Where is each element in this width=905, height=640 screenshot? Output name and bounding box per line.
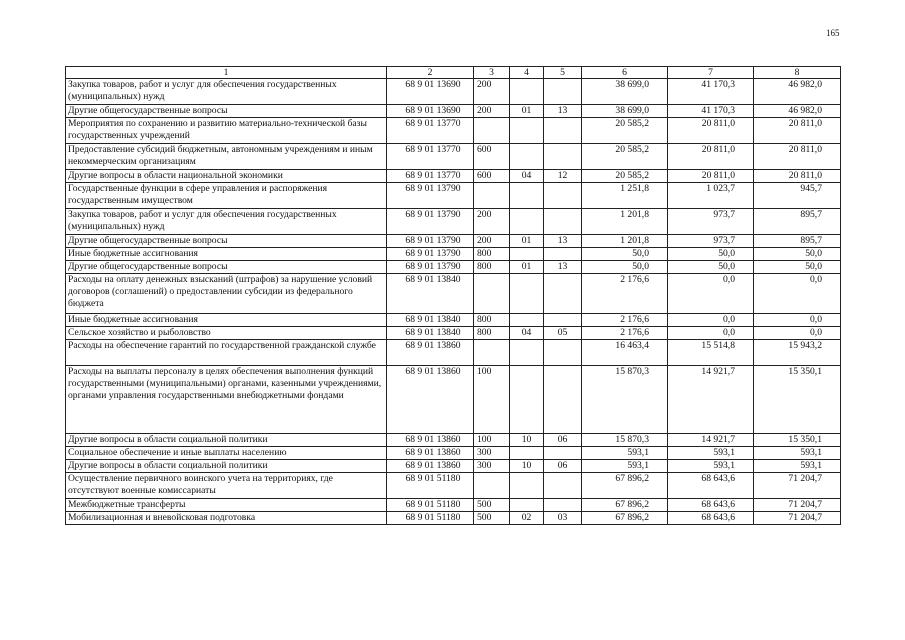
row-section: 10 [510,460,544,473]
row-section: 02 [510,512,544,525]
row-amount-year2: 15 514,8 [668,340,754,366]
row-name: Закупка товаров, работ и услуг для обеспечения государственных (муниципальных) нужд [66,209,387,235]
row-code: 68 9 01 13840 [387,274,474,314]
row-amount-year1: 67 896,2 [582,473,668,499]
row-name: Мобилизационная и вневойсковая подготовка [66,512,387,525]
row-subsection: 13 [544,235,582,248]
row-code: 68 9 01 13860 [387,434,474,447]
row-name: Межбюджетные трансферты [66,499,387,512]
row-name: Другие вопросы в области национальной экономики [66,170,387,183]
row-expense-type [474,473,510,499]
row-subsection [544,118,582,144]
row-subsection: 06 [544,460,582,473]
row-section [510,447,544,460]
table-row [66,118,841,144]
header-cell: 5 [544,67,582,79]
table-row [66,314,841,327]
row-name: Расходы на оплату денежных взысканий (штрафов) за нарушение условий договоров (соглашений) о предоставлении субсидии из федерального бюджета [66,274,387,314]
header-cell: 6 [582,67,668,79]
row-subsection [544,183,582,209]
row-code: 68 9 01 13840 [387,327,474,340]
row-section [510,248,544,261]
header-cell: 3 [474,67,510,79]
row-expense-type: 200 [474,235,510,248]
row-amount-year3: 0,0 [754,327,841,340]
row-expense-type: 600 [474,170,510,183]
row-code: 68 9 01 13790 [387,235,474,248]
row-amount-year3: 20 811,0 [754,118,841,144]
row-expense-type: 600 [474,144,510,170]
row-subsection [544,499,582,512]
table-row [66,366,841,434]
row-amount-year3: 0,0 [754,274,841,314]
row-amount-year2: 593,1 [668,447,754,460]
row-amount-year3: 945,7 [754,183,841,209]
row-amount-year2: 14 921,7 [668,366,754,434]
row-section: 04 [510,170,544,183]
row-expense-type: 300 [474,460,510,473]
row-code: 68 9 01 13790 [387,209,474,235]
row-section [510,499,544,512]
row-code: 68 9 01 13860 [387,460,474,473]
row-expense-type [474,340,510,366]
row-amount-year3: 20 811,0 [754,170,841,183]
row-amount-year2: 50,0 [668,261,754,274]
row-subsection [544,447,582,460]
row-code: 68 9 01 51180 [387,473,474,499]
row-code: 68 9 01 13840 [387,314,474,327]
row-name: Другие общегосударственные вопросы [66,261,387,274]
row-code: 68 9 01 13790 [387,248,474,261]
row-amount-year2: 593,1 [668,460,754,473]
row-amount-year1: 38 699,0 [582,79,668,105]
header-cell: 2 [387,67,474,79]
row-amount-year2: 0,0 [668,327,754,340]
row-subsection [544,473,582,499]
table-row [66,105,841,118]
row-amount-year2: 20 811,0 [668,118,754,144]
row-amount-year3: 50,0 [754,261,841,274]
row-amount-year1: 2 176,6 [582,327,668,340]
row-code: 68 9 01 13860 [387,447,474,460]
row-amount-year2: 1 023,7 [668,183,754,209]
row-amount-year2: 68 643,6 [668,499,754,512]
row-name: Расходы на обеспечение гарантий по государственной гражданской службе [66,340,387,366]
row-amount-year1: 20 585,2 [582,118,668,144]
row-amount-year2: 68 643,6 [668,512,754,525]
row-section [510,366,544,434]
table-row [66,209,841,235]
table-row [66,183,841,209]
row-name: Другие вопросы в области социальной политики [66,460,387,473]
row-amount-year1: 20 585,2 [582,170,668,183]
row-amount-year3: 46 982,0 [754,79,841,105]
row-subsection [544,366,582,434]
row-code: 68 9 01 13790 [387,183,474,209]
row-name: Иные бюджетные ассигнования [66,248,387,261]
table-row [66,434,841,447]
row-expense-type: 800 [474,314,510,327]
table-row [66,447,841,460]
row-name: Государственные функции в сфере управления и распоряжения государственным имуществом [66,183,387,209]
header-cell: 1 [66,67,387,79]
row-expense-type: 500 [474,512,510,525]
row-amount-year1: 38 699,0 [582,105,668,118]
row-name: Другие общегосударственные вопросы [66,235,387,248]
page-number: 165 [826,28,840,38]
row-section [510,144,544,170]
row-code: 68 9 01 13860 [387,366,474,434]
row-code: 68 9 01 13770 [387,118,474,144]
table-row [66,248,841,261]
row-expense-type: 100 [474,366,510,434]
budget-table [65,66,841,525]
header-cell: 8 [754,67,841,79]
row-amount-year2: 14 921,7 [668,434,754,447]
row-name: Предоставление субсидий бюджетным, автономным учреждениям и иным некоммерческим организациям [66,144,387,170]
row-code: 68 9 01 13690 [387,105,474,118]
row-expense-type [474,118,510,144]
row-subsection: 06 [544,434,582,447]
row-subsection [544,314,582,327]
row-amount-year2: 41 170,3 [668,105,754,118]
row-section: 01 [510,105,544,118]
row-code: 68 9 01 51180 [387,499,474,512]
row-code: 68 9 01 13690 [387,79,474,105]
row-amount-year2: 20 811,0 [668,144,754,170]
table-row [66,499,841,512]
row-amount-year1: 16 463,4 [582,340,668,366]
row-amount-year3: 15 350,1 [754,434,841,447]
row-subsection: 12 [544,170,582,183]
row-amount-year1: 20 585,2 [582,144,668,170]
table-row [66,170,841,183]
row-expense-type: 500 [474,499,510,512]
table-body [66,67,841,525]
row-name: Другие общегосударственные вопросы [66,105,387,118]
row-amount-year3: 71 204,7 [754,499,841,512]
row-section [510,118,544,144]
row-subsection: 13 [544,261,582,274]
row-subsection [544,340,582,366]
row-amount-year3: 20 811,0 [754,144,841,170]
row-section [510,183,544,209]
table-row [66,261,841,274]
row-subsection [544,274,582,314]
row-expense-type: 800 [474,261,510,274]
row-expense-type: 100 [474,434,510,447]
row-code: 68 9 01 13770 [387,144,474,170]
row-amount-year2: 0,0 [668,274,754,314]
row-section [510,314,544,327]
row-name: Другие вопросы в области социальной политики [66,434,387,447]
row-code: 68 9 01 13790 [387,261,474,274]
row-amount-year1: 1 251,8 [582,183,668,209]
table-row [66,460,841,473]
row-amount-year1: 1 201,8 [582,235,668,248]
row-subsection [544,248,582,261]
table-row [66,274,841,314]
row-section [510,274,544,314]
table-row [66,144,841,170]
row-name: Социальное обеспечение и иные выплаты населению [66,447,387,460]
row-expense-type: 800 [474,327,510,340]
row-amount-year1: 50,0 [582,261,668,274]
table-row [66,327,841,340]
table-row [66,340,841,366]
row-amount-year1: 593,1 [582,447,668,460]
row-amount-year3: 71 204,7 [754,512,841,525]
row-amount-year1: 2 176,6 [582,274,668,314]
row-subsection [544,79,582,105]
row-amount-year3: 46 982,0 [754,105,841,118]
row-amount-year2: 50,0 [668,248,754,261]
row-name: Мероприятия по сохранению и развитию материально-технической базы государственных учреждений [66,118,387,144]
header-cell: 7 [668,67,754,79]
row-amount-year3: 15 350,1 [754,366,841,434]
table-row [66,512,841,525]
row-amount-year2: 41 170,3 [668,79,754,105]
row-amount-year2: 20 811,0 [668,170,754,183]
row-amount-year2: 973,7 [668,209,754,235]
row-expense-type [474,183,510,209]
row-section [510,340,544,366]
row-expense-type: 200 [474,105,510,118]
row-amount-year3: 0,0 [754,314,841,327]
row-expense-type [474,274,510,314]
row-subsection [544,209,582,235]
row-amount-year3: 895,7 [754,209,841,235]
row-subsection [544,144,582,170]
row-amount-year3: 71 204,7 [754,473,841,499]
row-subsection: 05 [544,327,582,340]
row-amount-year1: 1 201,8 [582,209,668,235]
row-section: 01 [510,235,544,248]
row-expense-type: 300 [474,447,510,460]
row-amount-year3: 593,1 [754,460,841,473]
row-amount-year2: 973,7 [668,235,754,248]
row-section: 04 [510,327,544,340]
row-amount-year3: 593,1 [754,447,841,460]
row-name: Закупка товаров, работ и услуг для обеспечения государственных (муниципальных) нужд [66,79,387,105]
header-cell: 4 [510,67,544,79]
row-amount-year1: 67 896,2 [582,499,668,512]
row-subsection: 13 [544,105,582,118]
row-amount-year1: 67 896,2 [582,512,668,525]
row-amount-year1: 15 870,3 [582,366,668,434]
row-amount-year1: 2 176,6 [582,314,668,327]
row-subsection: 03 [544,512,582,525]
row-name: Осуществление первичного воинского учета на территориях, где отсутствуют военные комиссариаты [66,473,387,499]
row-name: Расходы на выплаты персоналу в целях обеспечения выполнения функций государственными (муниципальными) органами, казенными учреждениями, органами управления государственными внебюджетными фондами [66,366,387,434]
row-code: 68 9 01 13770 [387,170,474,183]
row-code: 68 9 01 51180 [387,512,474,525]
row-section [510,209,544,235]
row-section: 01 [510,261,544,274]
row-amount-year2: 0,0 [668,314,754,327]
row-amount-year1: 15 870,3 [582,434,668,447]
row-amount-year3: 50,0 [754,248,841,261]
row-expense-type: 200 [474,209,510,235]
row-amount-year3: 895,7 [754,235,841,248]
table-row [66,235,841,248]
row-section [510,79,544,105]
row-expense-type: 800 [474,248,510,261]
row-section [510,473,544,499]
row-section: 10 [510,434,544,447]
row-code: 68 9 01 13860 [387,340,474,366]
row-name: Сельское хозяйство и рыболовство [66,327,387,340]
header-row [66,67,841,79]
row-amount-year1: 50,0 [582,248,668,261]
row-expense-type: 200 [474,79,510,105]
row-name: Иные бюджетные ассигнования [66,314,387,327]
table-row [66,473,841,499]
row-amount-year1: 593,1 [582,460,668,473]
table-row [66,79,841,105]
row-amount-year2: 68 643,6 [668,473,754,499]
row-amount-year3: 15 943,2 [754,340,841,366]
